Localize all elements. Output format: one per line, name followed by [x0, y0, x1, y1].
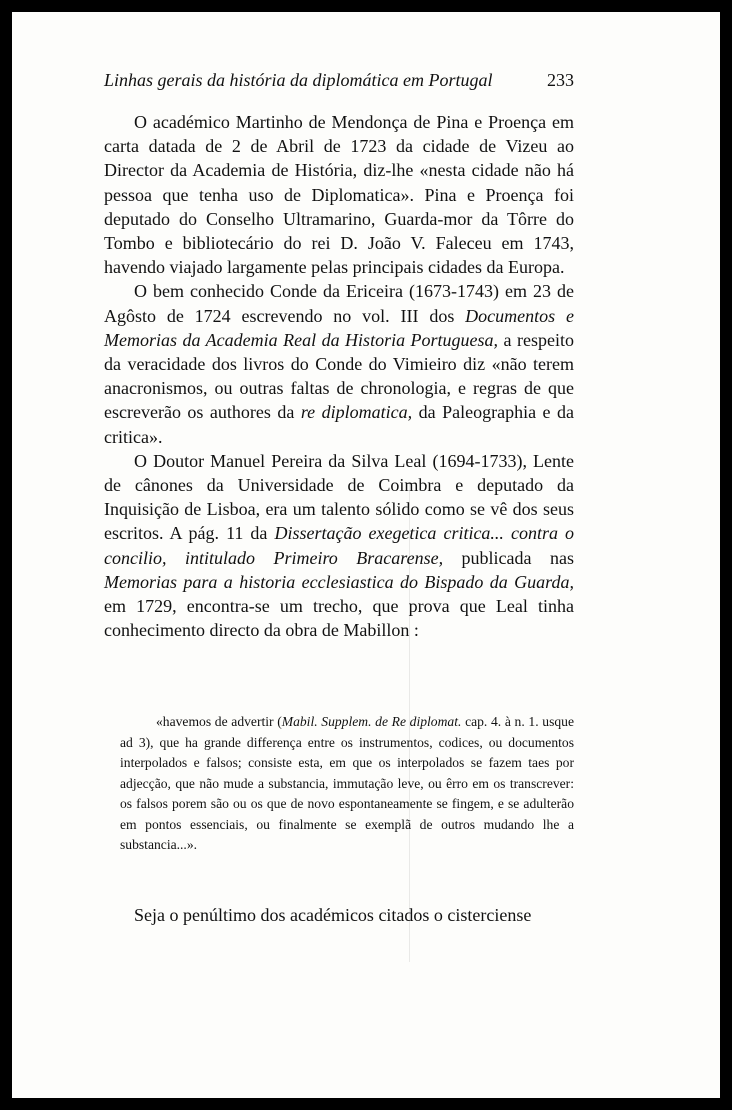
- text-run: publicada nas: [443, 547, 575, 568]
- page-number: 233: [547, 70, 574, 90]
- paragraph: [104, 279, 574, 448]
- text-run: O académico Martinho de Mendonça de Pina e Proença em carta datada de 2 de Abril de 1723 da cidade de Vizeu ao Director da Academia de História, diz-lhe «nesta cidade não há pessoa que tenha uso de Diplomatica». Pina e Proença foi deputado do Conselho Ultramarino, Guarda-mor da Tôrre do Tombo e bibliotecário do rei D. João V. Faleceu em 1743, havendo viajado largamente pelas principais cidades da Europa.: [104, 112, 574, 278]
- paragraph: [104, 110, 574, 279]
- italic-text: Dissertação exegetica critica... contra o concilio, intitulado Primeiro Bracarense,: [104, 523, 574, 568]
- closing-line: Seja o penúltimo dos académicos citados o cisterciense: [134, 905, 532, 925]
- running-head-title: Linhas gerais da história da diplomática em Portugal: [104, 70, 493, 90]
- text-run: O Doutor Manuel Pereira da Silva Leal (1694-1733), Lente de cânones da Universidade de Coimbra e deputado da Inquisição de Lisboa, era um talento sólido como se vê dos seus escritos. A pág. 11 da: [104, 450, 574, 544]
- italic-text: re diplomatica,: [300, 402, 413, 423]
- paragraph: [104, 449, 574, 643]
- running-head: [104, 70, 574, 91]
- block-quote: [120, 712, 574, 856]
- text-run: «havemos de advertir (: [156, 714, 282, 729]
- text-run: da Paleographia e da critica».: [104, 402, 575, 447]
- text-run: cap. 4. à n. 1. usque ad 3), que ha grande differença entre os instrumentos, codices, ou documentos interpolados e falsos; consiste esta, em que os interpolados se fazem taes por adjecção, que não mude a substancia, immutação leve, ou êrro em os transcrever: os falsos porem são ou os que de novo espontaneamente se fingem, e se adulterão em pontos essenciais, ou finalmente se exemplã de outros mudando lhe a substancia...».: [120, 714, 574, 852]
- text-run: em 1729, encontra-se um trecho, que prova que Leal tinha conhecimento directo da obra de Mabillon :: [104, 596, 574, 641]
- italic-text: Memorias para a historia ecclesiastica do Bispado da Guarda,: [104, 571, 574, 592]
- text-run: a respeito da veracidade dos livros do Conde do Vimieiro diz «não terem anacronismos, ou outras faltas de chronologia, e regras de que escreverão os authores da: [104, 329, 575, 423]
- italic-text: Documentos e Memorias da Academia Real da Historia Portuguesa,: [104, 305, 574, 350]
- text-run: O bem conhecido Conde da Ericeira (1673-1743) em 23 de Agôsto de 1724 escrevendo no vol. III dos: [104, 281, 574, 326]
- body-text: [104, 110, 574, 642]
- italic-text: Mabil. Supplem. de Re diplomat.: [281, 714, 462, 729]
